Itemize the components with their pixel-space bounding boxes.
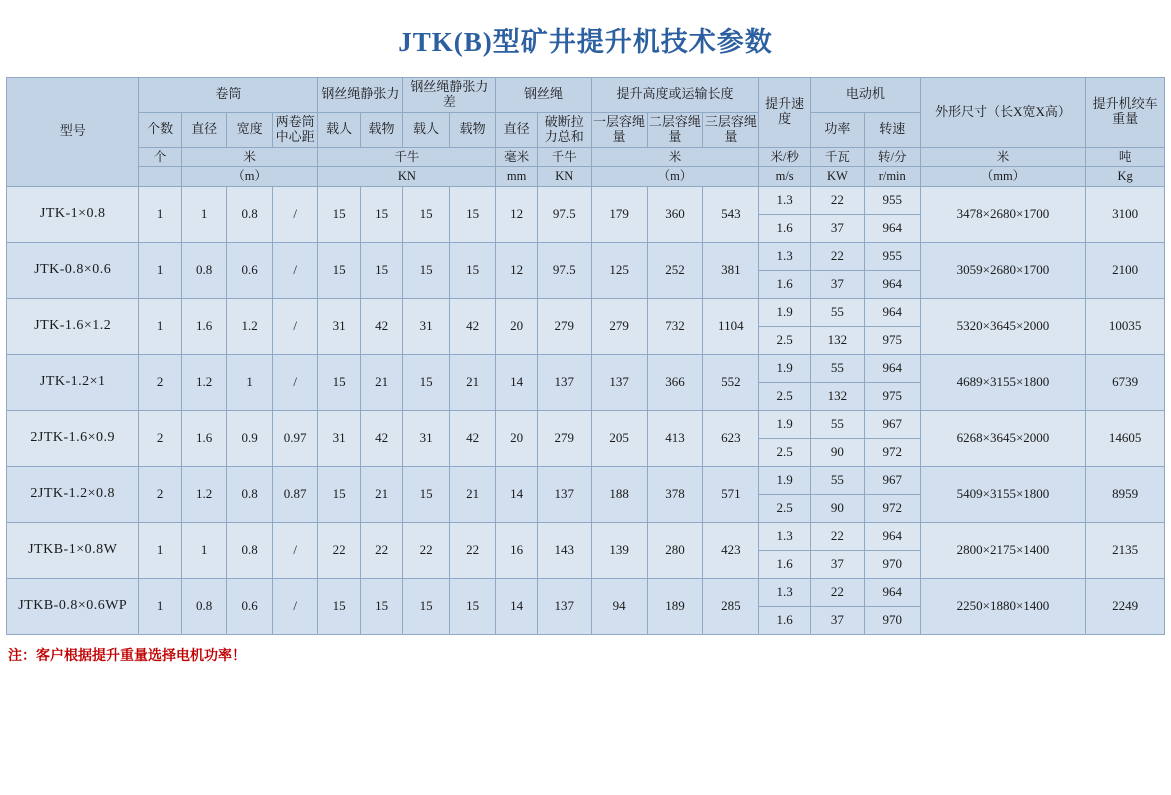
cell-rope-diameter: 12 [496,242,537,298]
cell-tension-goods: 15 [360,578,402,634]
cell-lift-speed: 2.5 [759,326,811,354]
cell-tension-diff-goods: 22 [449,522,496,578]
cell-drum-center-distance: / [272,578,318,634]
header-rope-static-tension-diff: 钢丝绳静张力差 [403,78,496,113]
cell-layer3: 381 [703,242,759,298]
cell-tension-diff-goods: 15 [449,578,496,634]
cell-drum-width: 1.2 [227,298,273,354]
cell-motor-power: 37 [811,550,865,578]
cell-motor-rpm: 970 [864,550,920,578]
cell-tension-goods: 42 [360,410,402,466]
cell-drum-count: 1 [139,186,181,242]
cell-motor-rpm: 975 [864,326,920,354]
cell-layer1: 179 [591,186,647,242]
cell-layer2: 413 [647,410,703,466]
unit-drum-size-cn: 米 [181,147,318,166]
cell-motor-rpm: 970 [864,606,920,634]
cell-drum-center-distance: 0.87 [272,466,318,522]
table-row [7,242,1165,270]
header-row-units-cn [7,147,1165,166]
cell-lift-speed: 1.6 [759,214,811,242]
cell-model: JTK-1.2×1 [7,354,139,410]
cell-weight: 10035 [1086,298,1165,354]
cell-tension-goods: 22 [360,522,402,578]
cell-lift-speed: 1.3 [759,522,811,550]
table-row [7,578,1165,606]
cell-dimensions: 4689×3155×1800 [920,354,1086,410]
cell-tension-diff-goods: 15 [449,186,496,242]
cell-drum-center-distance: / [272,242,318,298]
footnote: 注：客户根据提升重量选择电机功率！ [8,646,246,663]
cell-drum-center-distance: / [272,354,318,410]
cell-tension-goods: 21 [360,354,402,410]
header-motor-power: 功率 [811,112,865,147]
cell-model: JTK-1×0.8 [7,186,139,242]
cell-rope-break-force: 137 [537,354,591,410]
cell-layer1: 188 [591,466,647,522]
header-rope-static-tension: 钢丝绳静张力 [318,78,403,113]
cell-dimensions: 5320×3645×2000 [920,298,1086,354]
unit-rope-dia-cn: 毫米 [496,147,537,166]
cell-rope-break-force: 97.5 [537,186,591,242]
cell-layer3: 423 [703,522,759,578]
cell-dimensions: 2800×2175×1400 [920,522,1086,578]
cell-motor-power: 22 [811,242,865,270]
cell-drum-width: 1 [227,354,273,410]
cell-motor-power: 55 [811,466,865,494]
unit-speed-cn: 米/秒 [759,147,811,166]
cell-lift-speed: 1.3 [759,578,811,606]
cell-motor-rpm: 975 [864,382,920,410]
header-tension-person: 载人 [318,112,360,147]
cell-lift-speed: 1.6 [759,270,811,298]
cell-tension-person: 15 [318,242,360,298]
header-drum: 卷筒 [139,78,318,113]
cell-lift-speed: 1.6 [759,606,811,634]
cell-drum-width: 0.6 [227,242,273,298]
header-drum-width: 宽度 [227,112,273,147]
cell-tension-person: 15 [318,354,360,410]
unit-tension-en: KN [318,167,496,186]
cell-motor-rpm: 964 [864,354,920,382]
unit-dimensions-cn: 米 [920,147,1086,166]
cell-tension-diff-person: 31 [403,410,450,466]
header-model: 型号 [7,78,139,187]
cell-weight: 2100 [1086,242,1165,298]
cell-drum-diameter: 1 [181,186,227,242]
cell-layer2: 732 [647,298,703,354]
cell-motor-rpm: 955 [864,186,920,214]
table-row [7,354,1165,382]
cell-drum-count: 2 [139,410,181,466]
table-row [7,466,1165,494]
cell-drum-width: 0.8 [227,522,273,578]
unit-tension-cn: 千牛 [318,147,496,166]
cell-motor-rpm: 964 [864,298,920,326]
header-drum-count: 个数 [139,112,181,147]
header-layer2: 二层容绳量 [647,112,703,147]
cell-dimensions: 5409×3155×1800 [920,466,1086,522]
unit-rpm-en: r/min [864,167,920,186]
unit-drum-count-cn: 个 [139,147,181,166]
header-weight: 提升机绞车重量 [1086,78,1165,148]
cell-model: JTKB-0.8×0.6WP [7,578,139,634]
cell-motor-power: 22 [811,578,865,606]
cell-motor-power: 22 [811,186,865,214]
cell-weight: 14605 [1086,410,1165,466]
cell-motor-power: 37 [811,270,865,298]
cell-drum-center-distance: / [272,186,318,242]
header-layer3: 三层容绳量 [703,112,759,147]
cell-motor-power: 132 [811,382,865,410]
header-rope-break-force: 破断拉力总和 [537,112,591,147]
cell-rope-diameter: 16 [496,522,537,578]
cell-layer2: 366 [647,354,703,410]
cell-motor-rpm: 964 [864,578,920,606]
header-tension-goods: 载物 [360,112,402,147]
cell-rope-diameter: 14 [496,466,537,522]
cell-lift-speed: 2.5 [759,494,811,522]
cell-layer2: 280 [647,522,703,578]
cell-lift-speed: 2.5 [759,438,811,466]
cell-rope-break-force: 143 [537,522,591,578]
table-row [7,298,1165,326]
unit-drum-count-en [139,167,181,186]
cell-motor-rpm: 964 [864,270,920,298]
cell-rope-diameter: 14 [496,354,537,410]
header-row-1 [7,78,1165,113]
cell-drum-count: 1 [139,242,181,298]
cell-weight: 2249 [1086,578,1165,634]
header-row-units-en [7,167,1165,186]
cell-drum-width: 0.8 [227,466,273,522]
header-drum-center-distance: 两卷筒中心距 [272,112,318,147]
cell-model: 2JTK-1.2×0.8 [7,466,139,522]
header-tension-diff-goods: 载物 [449,112,496,147]
cell-tension-diff-goods: 42 [449,410,496,466]
cell-drum-diameter: 1.2 [181,466,227,522]
cell-drum-center-distance: / [272,298,318,354]
unit-dimensions-en: （mm） [920,167,1086,186]
cell-dimensions: 2250×1880×1400 [920,578,1086,634]
cell-drum-diameter: 0.8 [181,242,227,298]
header-dimensions: 外形尺寸（长X宽X高） [920,78,1086,148]
cell-tension-goods: 15 [360,242,402,298]
cell-tension-goods: 42 [360,298,402,354]
cell-layer1: 139 [591,522,647,578]
cell-layer3: 552 [703,354,759,410]
cell-layer2: 189 [647,578,703,634]
cell-lift-speed: 1.3 [759,242,811,270]
cell-motor-power: 55 [811,354,865,382]
cell-model: JTK-0.8×0.6 [7,242,139,298]
unit-rope-break-en: KN [537,167,591,186]
cell-weight: 2135 [1086,522,1165,578]
cell-lift-speed: 1.9 [759,298,811,326]
cell-drum-width: 0.9 [227,410,273,466]
header-rope: 钢丝绳 [496,78,591,113]
cell-drum-count: 2 [139,466,181,522]
cell-rope-break-force: 137 [537,466,591,522]
cell-layer1: 205 [591,410,647,466]
cell-tension-diff-person: 15 [403,578,450,634]
cell-tension-person: 15 [318,186,360,242]
cell-drum-diameter: 1.6 [181,298,227,354]
cell-drum-count: 1 [139,522,181,578]
specifications-table [6,77,1165,635]
cell-model: 2JTK-1.6×0.9 [7,410,139,466]
cell-weight: 8959 [1086,466,1165,522]
unit-speed-en: m/s [759,167,811,186]
cell-motor-power: 37 [811,214,865,242]
cell-motor-power: 55 [811,410,865,438]
cell-layer1: 137 [591,354,647,410]
cell-motor-power: 90 [811,438,865,466]
cell-tension-person: 31 [318,298,360,354]
cell-tension-diff-person: 31 [403,298,450,354]
cell-motor-rpm: 955 [864,242,920,270]
cell-rope-break-force: 137 [537,578,591,634]
cell-tension-diff-person: 15 [403,186,450,242]
page-title: JTK(B)型矿井提升机技术参数 [398,27,773,57]
cell-dimensions: 3059×2680×1700 [920,242,1086,298]
header-lift-speed: 提升速度 [759,78,811,148]
header-lift-height: 提升高度或运输长度 [591,78,759,113]
cell-tension-diff-goods: 21 [449,354,496,410]
cell-motor-rpm: 964 [864,522,920,550]
table-header [7,78,1165,187]
unit-power-cn: 千瓦 [811,147,865,166]
cell-layer2: 360 [647,186,703,242]
cell-drum-center-distance: / [272,522,318,578]
cell-lift-speed: 1.9 [759,466,811,494]
cell-layer1: 94 [591,578,647,634]
cell-tension-diff-person: 15 [403,466,450,522]
cell-motor-rpm: 967 [864,410,920,438]
unit-length-cn: 米 [591,147,759,166]
cell-rope-diameter: 12 [496,186,537,242]
cell-tension-goods: 15 [360,186,402,242]
cell-lift-speed: 1.3 [759,186,811,214]
cell-layer1: 125 [591,242,647,298]
cell-dimensions: 3478×2680×1700 [920,186,1086,242]
cell-weight: 6739 [1086,354,1165,410]
header-motor-rpm: 转速 [864,112,920,147]
cell-tension-person: 15 [318,578,360,634]
cell-lift-speed: 1.9 [759,410,811,438]
unit-rope-break-cn: 千牛 [537,147,591,166]
cell-tension-diff-goods: 15 [449,242,496,298]
unit-weight-en: Kg [1086,167,1165,186]
cell-motor-power: 22 [811,522,865,550]
cell-motor-rpm: 972 [864,438,920,466]
cell-tension-diff-goods: 42 [449,298,496,354]
header-layer1: 一层容绳量 [591,112,647,147]
cell-motor-power: 55 [811,298,865,326]
cell-layer3: 623 [703,410,759,466]
table-row [7,410,1165,438]
cell-drum-width: 0.6 [227,578,273,634]
cell-drum-diameter: 1 [181,522,227,578]
cell-drum-diameter: 0.8 [181,578,227,634]
cell-motor-power: 132 [811,326,865,354]
cell-model: JTKB-1×0.8W [7,522,139,578]
cell-layer2: 252 [647,242,703,298]
cell-drum-count: 1 [139,578,181,634]
cell-tension-diff-goods: 21 [449,466,496,522]
cell-motor-power: 90 [811,494,865,522]
cell-rope-break-force: 279 [537,410,591,466]
cell-layer3: 571 [703,466,759,522]
cell-rope-break-force: 279 [537,298,591,354]
unit-drum-size-en: （m） [181,167,318,186]
cell-drum-count: 1 [139,298,181,354]
unit-weight-cn: 吨 [1086,147,1165,166]
cell-weight: 3100 [1086,186,1165,242]
cell-layer2: 378 [647,466,703,522]
cell-dimensions: 6268×3645×2000 [920,410,1086,466]
cell-lift-speed: 1.9 [759,354,811,382]
cell-tension-person: 31 [318,410,360,466]
cell-motor-rpm: 972 [864,494,920,522]
cell-drum-count: 2 [139,354,181,410]
cell-tension-goods: 21 [360,466,402,522]
cell-layer3: 1104 [703,298,759,354]
cell-layer3: 285 [703,578,759,634]
cell-rope-diameter: 20 [496,298,537,354]
cell-drum-center-distance: 0.97 [272,410,318,466]
cell-tension-diff-person: 22 [403,522,450,578]
cell-motor-power: 37 [811,606,865,634]
cell-drum-width: 0.8 [227,186,273,242]
cell-layer3: 543 [703,186,759,242]
unit-rope-dia-en: mm [496,167,537,186]
table-row [7,522,1165,550]
header-rope-diameter: 直径 [496,112,537,147]
header-drum-diameter: 直径 [181,112,227,147]
table-row [7,186,1165,214]
cell-lift-speed: 2.5 [759,382,811,410]
cell-drum-diameter: 1.2 [181,354,227,410]
cell-tension-diff-person: 15 [403,242,450,298]
cell-motor-rpm: 967 [864,466,920,494]
unit-power-en: KW [811,167,865,186]
cell-rope-break-force: 97.5 [537,242,591,298]
cell-lift-speed: 1.6 [759,550,811,578]
header-motor: 电动机 [811,78,921,113]
unit-length-en: （m） [591,167,759,186]
cell-model: JTK-1.6×1.2 [7,298,139,354]
cell-rope-diameter: 14 [496,578,537,634]
cell-layer1: 279 [591,298,647,354]
cell-motor-rpm: 964 [864,214,920,242]
cell-tension-person: 22 [318,522,360,578]
header-tension-diff-person: 载人 [403,112,450,147]
table-body [7,186,1165,634]
cell-tension-diff-person: 15 [403,354,450,410]
cell-tension-person: 15 [318,466,360,522]
cell-drum-diameter: 1.6 [181,410,227,466]
unit-rpm-cn: 转/分 [864,147,920,166]
cell-rope-diameter: 20 [496,410,537,466]
